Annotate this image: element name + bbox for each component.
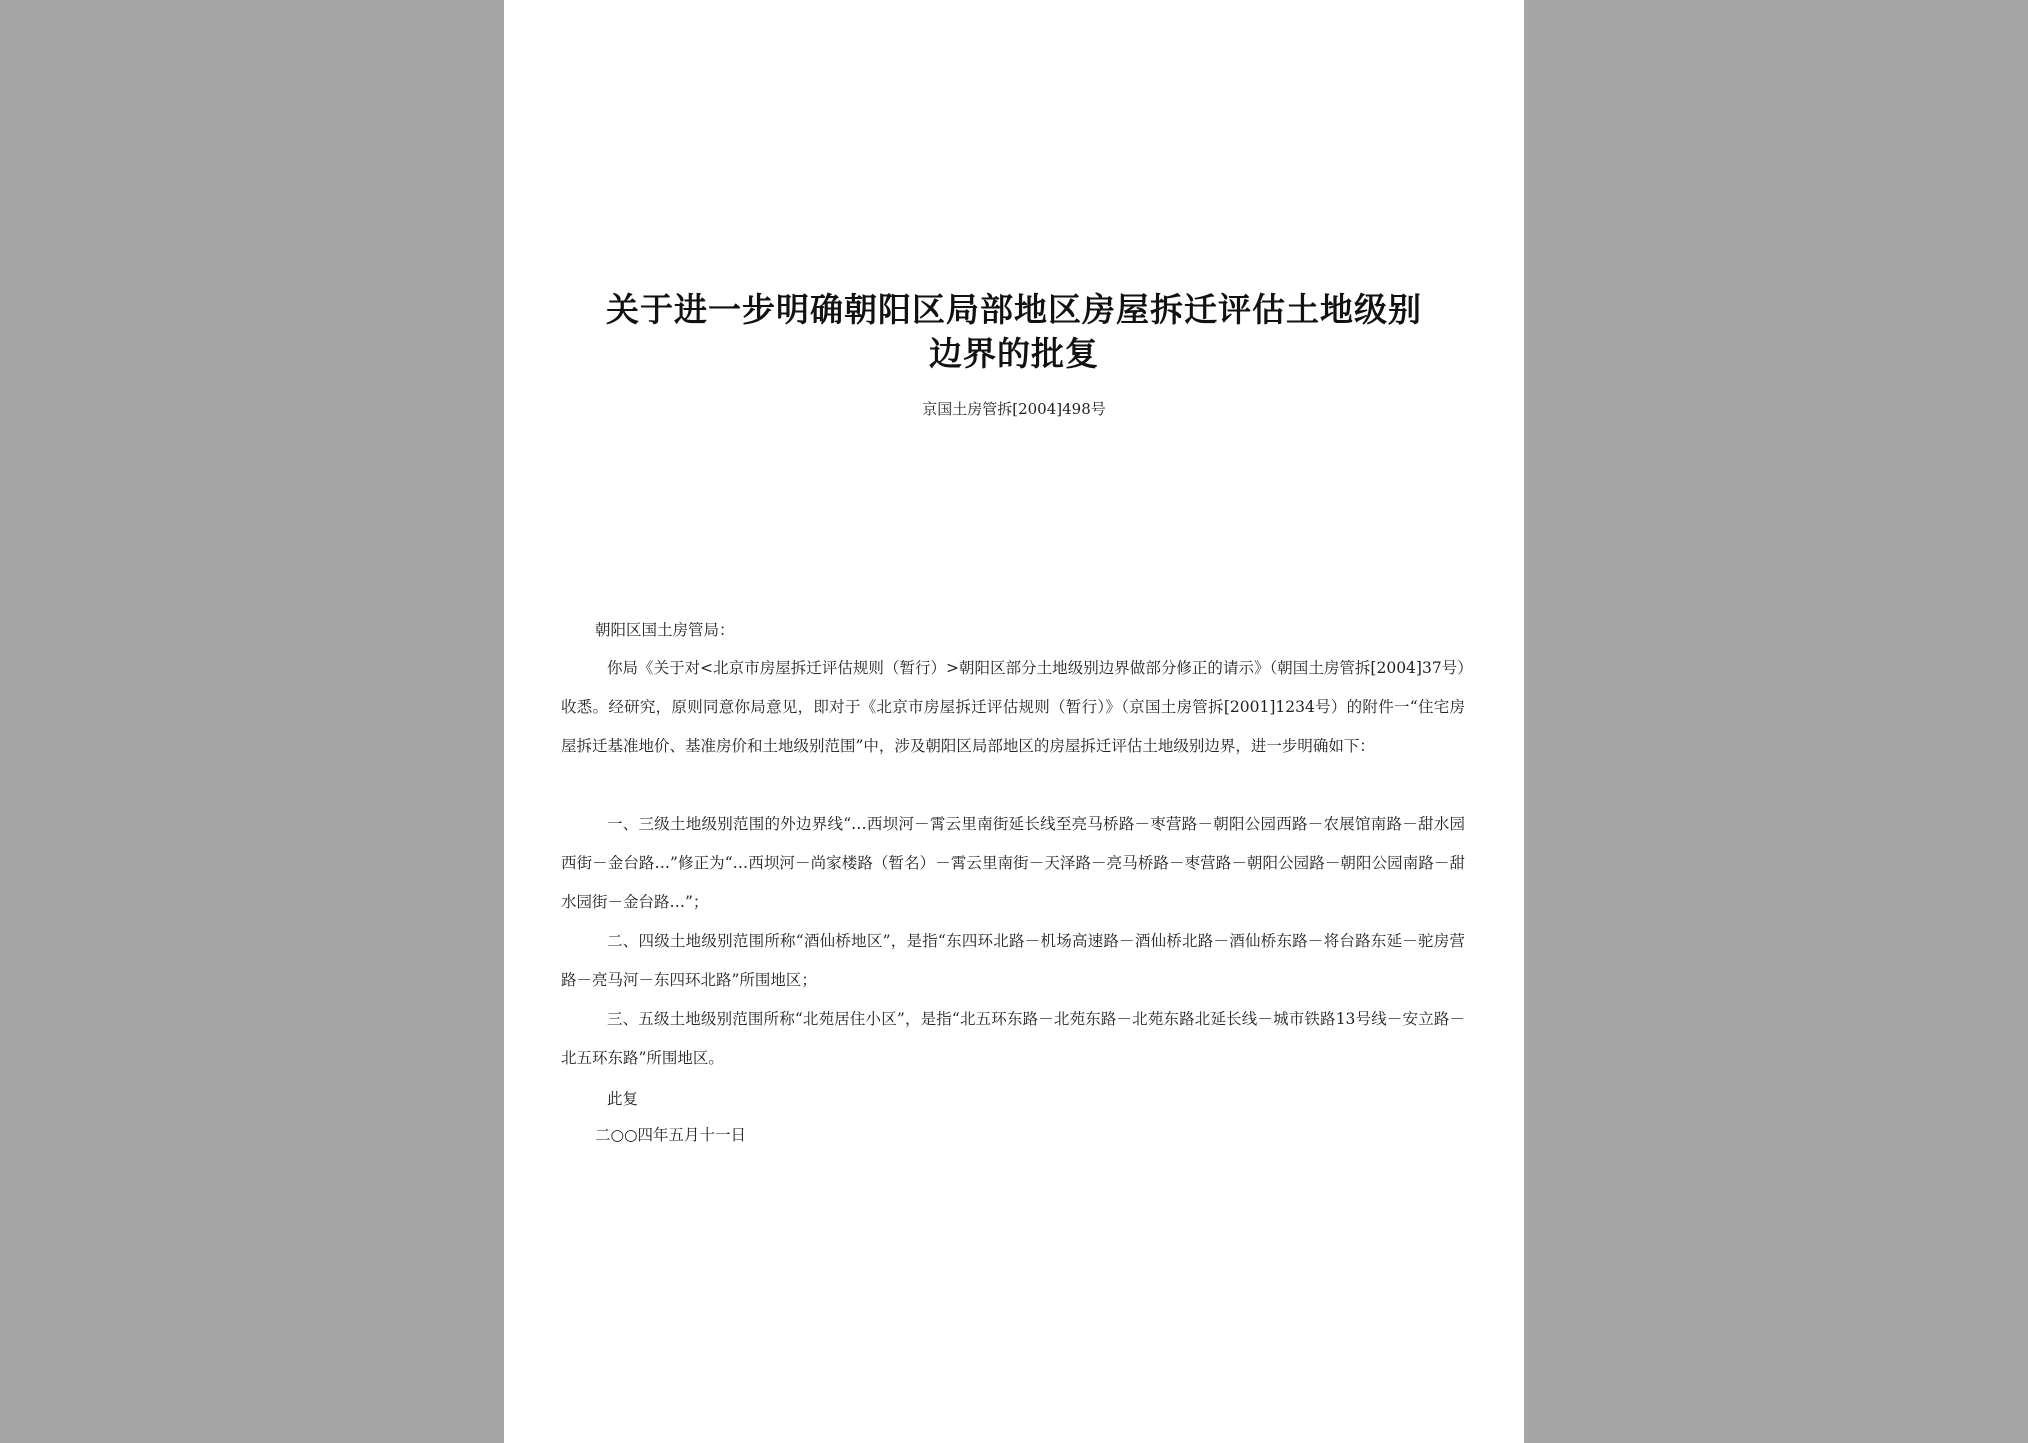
document-page <box>504 0 1524 1443</box>
closing-text: 此复 <box>607 1090 639 1108</box>
document-number: 京国土房管拆[2004]498号 <box>922 400 1106 418</box>
paragraph-intro: 你局《关于对<北京市房屋拆迁评估规则（暂行）>朝阳区部分土地级别边界做部分修正的请示》（朝国土房管拆[2004]37号）收悉。经研究，原则同意你局意见，即对于《北京市房屋拆迁评估规则（暂行）》（京国土房管拆[2001]1234号）的附件一“住宅房屋拆迁基准地价、基准房价和土地级别范围”中，涉及朝阳区局部地区的房屋拆迁评估土地级别边界，进一步明确如下： <box>561 659 1465 755</box>
paragraph-item-2: 二、四级土地级别范围所称“酒仙桥地区”，是指“东四环北路－机场高速路－酒仙桥北路－酒仙桥东路－将台路东延－驼房营路－亮马河－东四环北路”所围地区； <box>561 932 1465 989</box>
document-date: 二○○四年五月十一日 <box>595 1126 747 1144</box>
title-line-2: 边界的批复 <box>929 334 1099 373</box>
paragraph-item-3: 三、五级土地级别范围所称“北苑居住小区”，是指“北五环东路－北苑东路－北苑东路北延长线－城市铁路13号线－安立路－北五环东路”所围地区。 <box>561 1010 1465 1067</box>
salutation: 朝阳区国土房管局： <box>595 621 735 639</box>
paragraph-item-1: 一、三级土地级别范围的外边界线“…西坝河－霄云里南街延长线至亮马桥路－枣营路－朝阳公园西路－农展馆南路－甜水园西街－金台路…”修正为“…西坝河－尚家楼路（暂名）－霄云里南街－天泽路－亮马桥路－枣营路－朝阳公园路－朝阳公园南路－甜水园街－金台路…”； <box>561 815 1465 911</box>
title-line-1: 关于进一步明确朝阳区局部地区房屋拆迁评估土地级别 <box>606 290 1422 329</box>
document-title <box>564 288 1464 376</box>
